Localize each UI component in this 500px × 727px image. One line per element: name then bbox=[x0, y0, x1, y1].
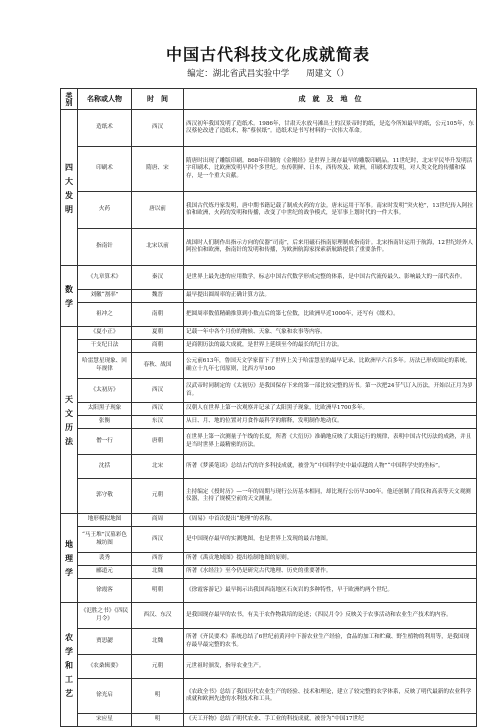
achievement-cell: 所著《水经注》至今仍是研究古代地理、历史的重要著作。 bbox=[184, 566, 477, 579]
table-row bbox=[61, 679, 477, 714]
name-cell: 《夏小正》 bbox=[78, 327, 132, 340]
category-cell bbox=[61, 514, 78, 603]
time-cell: 商朝 bbox=[132, 340, 184, 353]
category-char: 大 bbox=[65, 175, 73, 186]
name-cell: 《农桑辑要》 bbox=[78, 655, 132, 679]
table-row bbox=[61, 655, 477, 679]
table-row bbox=[61, 514, 477, 527]
time-cell: 西汉 bbox=[132, 379, 184, 403]
name-cell: 《九章算术》 bbox=[78, 266, 132, 290]
achievement-cell: 是我国现存最早的农书，有关于农作物栽培的论述；《四民月令》反映关于农事活动和农业生产技术的内容。 bbox=[184, 603, 477, 629]
name-cell: 地形模拟地图 bbox=[78, 514, 132, 527]
achievement-cell: 西汉初年我国发明了造纸术。1986年，甘肃天水放马滩出土的汉景帝时的纸，是迄今所知最早的纸，公元105年，东汉蔡伦改进了造纸术，称“蔡侯纸”。造纸术是书写材料的一次伟大革命。 bbox=[184, 110, 477, 147]
achievement-cell: 记载一年中各个月份的物候、天象、气象和农事等内容。 bbox=[184, 327, 477, 340]
achievement-cell: 从日、月、地的位置对月食作最科学的解释，发明制作地动仪。 bbox=[184, 416, 477, 429]
achievement-cell: 汉朝人在世界上第一次观察并记录了太阳黑子现象，比欧洲早1700多年。 bbox=[184, 403, 477, 416]
achievement-cell: 战国时人们制作出指示方向的仪器“司南”，后来用磁石指南原理制成指南针。北宋指南针运用于航海，12世纪经外人阿拉伯和欧洲，指南针的发明和传播，为欧洲航海家探索新航路提供了重要条件。 bbox=[184, 229, 477, 266]
column-header-name: 名称或人物 bbox=[78, 89, 132, 110]
table-row bbox=[61, 266, 477, 290]
achievement-cell: 汉武帝时同制定的《太初历》是我国保存下来的第一部比较完整的历书。第一次把24节气订入历法，开始以正月为岁首。 bbox=[184, 379, 477, 403]
time-cell: 商周 bbox=[132, 514, 184, 527]
achievement-cell: 主持编定《授时历》—一年的周期与现行公历基本相同，却比现行公历早300年。他还创制了简仪和高表等天文观测仪器，主持了规模空前的天文测量。 bbox=[184, 479, 477, 514]
category-char: 工 bbox=[65, 673, 73, 684]
time-cell: 北宋以前 bbox=[132, 229, 184, 266]
achievement-cell: 元世祖时颁发，指导农业生产。 bbox=[184, 655, 477, 679]
column-header-time: 时 间 bbox=[132, 89, 184, 110]
category-char: 地 bbox=[65, 539, 73, 549]
name-cell: 僧一行 bbox=[78, 429, 132, 455]
achievement-cell: 《徐霞客游记》最早揭示出我国西南地区石灰岩的多种特性，早于欧洲约两个世纪。 bbox=[184, 579, 477, 603]
name-cell: 指南针 bbox=[78, 229, 132, 266]
time-cell: 隋唐、宋 bbox=[132, 147, 184, 192]
name-cell: 沈括 bbox=[78, 455, 132, 479]
achievement-cell: 《天工开物》总结了明代农业、手工业的科技成就，被誉为“中国17世纪 bbox=[184, 714, 477, 727]
achievement-cell: 所著《梦溪笔谈》总结古代的许多科技成就，被誉为“中国科学史中最卓越的人物”“中国科学史的坐标”。 bbox=[184, 455, 477, 479]
time-cell: 北魏 bbox=[132, 566, 184, 579]
name-cell: 印刷术 bbox=[78, 147, 132, 192]
time-cell: 元朝 bbox=[132, 479, 184, 514]
table-row bbox=[61, 290, 477, 303]
name-cell: 刘徽“割率” bbox=[78, 290, 132, 303]
category-char: 发 bbox=[65, 189, 73, 200]
time-cell: 北宋 bbox=[132, 455, 184, 479]
name-cell: “马王堆”汉墓彩色城坊图 bbox=[78, 527, 132, 553]
category-char: 四 bbox=[65, 161, 73, 172]
time-cell: 唐以前 bbox=[132, 192, 184, 229]
time-cell: 魏晋 bbox=[132, 290, 184, 303]
achievement-cell: 是中国现存最早的实测地图，也是世界上发现的最古地图。 bbox=[184, 527, 477, 553]
achievement-cell: 公元前613年，鲁国天文学家留下了世界上关于哈雷慧星的最早记录，比欧洲早六百多年。历法已形成固定的系统，确立十九年七闰原则，比西方早160 bbox=[184, 353, 477, 379]
page-subtitle: 编定：湖北省武昌实验中学 周建文（） bbox=[187, 69, 349, 79]
table-row bbox=[61, 379, 477, 403]
category-char: 数 bbox=[65, 284, 73, 294]
achievement-cell: 把圆周率数值精确推算到小数点后的第七位数，比欧洲早近1000年，还写有《缀术》。 bbox=[184, 303, 477, 327]
category-cell bbox=[61, 110, 78, 266]
category-char: 法 bbox=[65, 436, 73, 446]
table-row bbox=[61, 229, 477, 266]
table-row bbox=[61, 527, 477, 553]
time-cell: 元朝 bbox=[132, 655, 184, 679]
time-cell: 明 bbox=[132, 714, 184, 727]
name-cell: 火药 bbox=[78, 192, 132, 229]
table-row bbox=[61, 429, 477, 455]
category-char: 历 bbox=[65, 422, 73, 432]
achievement-cell: 《周易》中首次提出“地理”的名称。 bbox=[184, 514, 477, 527]
time-cell: 南朝 bbox=[132, 303, 184, 327]
category-cell bbox=[61, 266, 78, 327]
category-char: 文 bbox=[65, 408, 73, 418]
time-cell: 西汉、东汉 bbox=[132, 603, 184, 629]
table-row bbox=[61, 327, 477, 340]
category-char: 农 bbox=[65, 631, 73, 642]
category-char: 学 bbox=[65, 567, 73, 577]
achievement-cell: 隋唐时出现了雕版印刷。868年印制的《金刚经》是世界上现存最早的雕版印刷品。11世纪时，北宋平民毕升发明活字印刷术，比欧洲发明早四个多世纪。东传朝鲜、日本，西传埃及、欧洲，印刷术的发明，对人类文化的传播和保存，是一个重大贡献。 bbox=[184, 147, 477, 192]
table-row bbox=[61, 353, 477, 379]
name-cell: 贾思勰 bbox=[78, 629, 132, 655]
category-char: 明 bbox=[65, 203, 73, 214]
name-cell: 祖冲之 bbox=[78, 303, 132, 327]
category-char: 理 bbox=[65, 553, 73, 563]
column-header-achievement: 成 就 及 地 位 bbox=[184, 89, 477, 110]
table-row bbox=[61, 403, 477, 416]
category-char: 艺 bbox=[65, 687, 73, 698]
table-row bbox=[61, 714, 477, 727]
name-cell: 《太初历》 bbox=[78, 379, 132, 403]
table-row bbox=[61, 603, 477, 629]
name-cell: 《氾胜之书》《四民月令》 bbox=[78, 603, 132, 629]
name-cell: 干支纪日法 bbox=[78, 340, 132, 353]
table-row bbox=[61, 303, 477, 327]
table-body bbox=[61, 110, 477, 727]
name-cell: 造纸术 bbox=[78, 110, 132, 147]
table-row bbox=[61, 553, 477, 566]
name-cell: 太阳黑子现象 bbox=[78, 403, 132, 416]
name-cell: 宋应星 bbox=[78, 714, 132, 727]
name-cell: 郭守敬 bbox=[78, 479, 132, 514]
table-row bbox=[61, 566, 477, 579]
time-cell: 东汉 bbox=[132, 416, 184, 429]
time-cell: 夏朝 bbox=[132, 327, 184, 340]
table-row bbox=[61, 147, 477, 192]
table-row bbox=[61, 192, 477, 229]
achievement-cell: 《农政全书》总结了我国历代农业生产的经验、技术和理论，建立了较完整的农学体系，反映了明代最新的农业科学成就和欧洲先进的水利技术和工具。 bbox=[184, 679, 477, 714]
achievement-cell: 所著《禹贡地域图》提出绘制地图的原则。 bbox=[184, 553, 477, 566]
name-cell: 郦道元 bbox=[78, 566, 132, 579]
table-row bbox=[61, 629, 477, 655]
time-cell: 西晋 bbox=[132, 553, 184, 566]
achievement-cell: 是商朝历法的最大成就，是世界上延续至今的最长的纪日方法。 bbox=[184, 340, 477, 353]
category-char: 和 bbox=[65, 659, 73, 670]
category-cell bbox=[61, 603, 78, 727]
name-cell: 裴秀 bbox=[78, 553, 132, 566]
achievement-cell: 是世界上最先进的应用数学，标志中国古代数学形成完整的体系，是中国古代流传最久、影响最大的一部代表作。 bbox=[184, 266, 477, 290]
category-char: 学 bbox=[65, 645, 73, 656]
time-cell: 西汉 bbox=[132, 403, 184, 416]
time-cell: 秦汉 bbox=[132, 266, 184, 290]
achievement-table bbox=[60, 88, 477, 727]
name-cell: 徐霞客 bbox=[78, 579, 132, 603]
column-header-category: 类别 bbox=[61, 89, 78, 110]
table-row bbox=[61, 110, 477, 147]
achievement-cell: 最早提出圆周率的正确计算方法。 bbox=[184, 290, 477, 303]
category-char: 天 bbox=[65, 394, 73, 404]
time-cell: 西汉 bbox=[132, 110, 184, 147]
name-cell: 徐光启 bbox=[78, 679, 132, 714]
time-cell: 明 bbox=[132, 679, 184, 714]
name-cell: 张衡 bbox=[78, 416, 132, 429]
category-cell bbox=[61, 327, 78, 514]
table-header-row bbox=[61, 89, 477, 110]
page-title: 中国古代科技文化成就简表 bbox=[165, 45, 370, 64]
table-row bbox=[61, 579, 477, 603]
table-row bbox=[61, 479, 477, 514]
category-char: 学 bbox=[65, 298, 73, 308]
table-row bbox=[61, 340, 477, 353]
time-cell: 春秋、战国 bbox=[132, 353, 184, 379]
achievement-cell: 我国古代炼丹家发明，唐中期书籍记载了制成火药的方法。唐末运用于军事。南宋时发明“突火枪”，13世纪传入阿拉伯和欧洲，火药的发明和传播，改变了中世纪的战争模式，是军事上划时代的一件大事。 bbox=[184, 192, 477, 229]
table-row bbox=[61, 416, 477, 429]
time-cell: 唐朝 bbox=[132, 429, 184, 455]
name-cell: 哈雷慧星现象、回年规律 bbox=[78, 353, 132, 379]
time-cell: 北魏 bbox=[132, 629, 184, 655]
achievement-cell: 在世界上第一次测量子午线的长度，所著《大衍历》准确地反映了太阳运行的规律，表明中国古代历法的成熟，并且是当时世界上最精密的历法。 bbox=[184, 429, 477, 455]
table-row bbox=[61, 455, 477, 479]
time-cell: 明朝 bbox=[132, 579, 184, 603]
achievement-cell: 所著《齐民要术》系统总结了6世纪前黄河中下游农业生产经验，食品的加工和贮藏、野生植物的利用等，是我国现存最早最完整的农书。 bbox=[184, 629, 477, 655]
time-cell: 西汉 bbox=[132, 527, 184, 553]
